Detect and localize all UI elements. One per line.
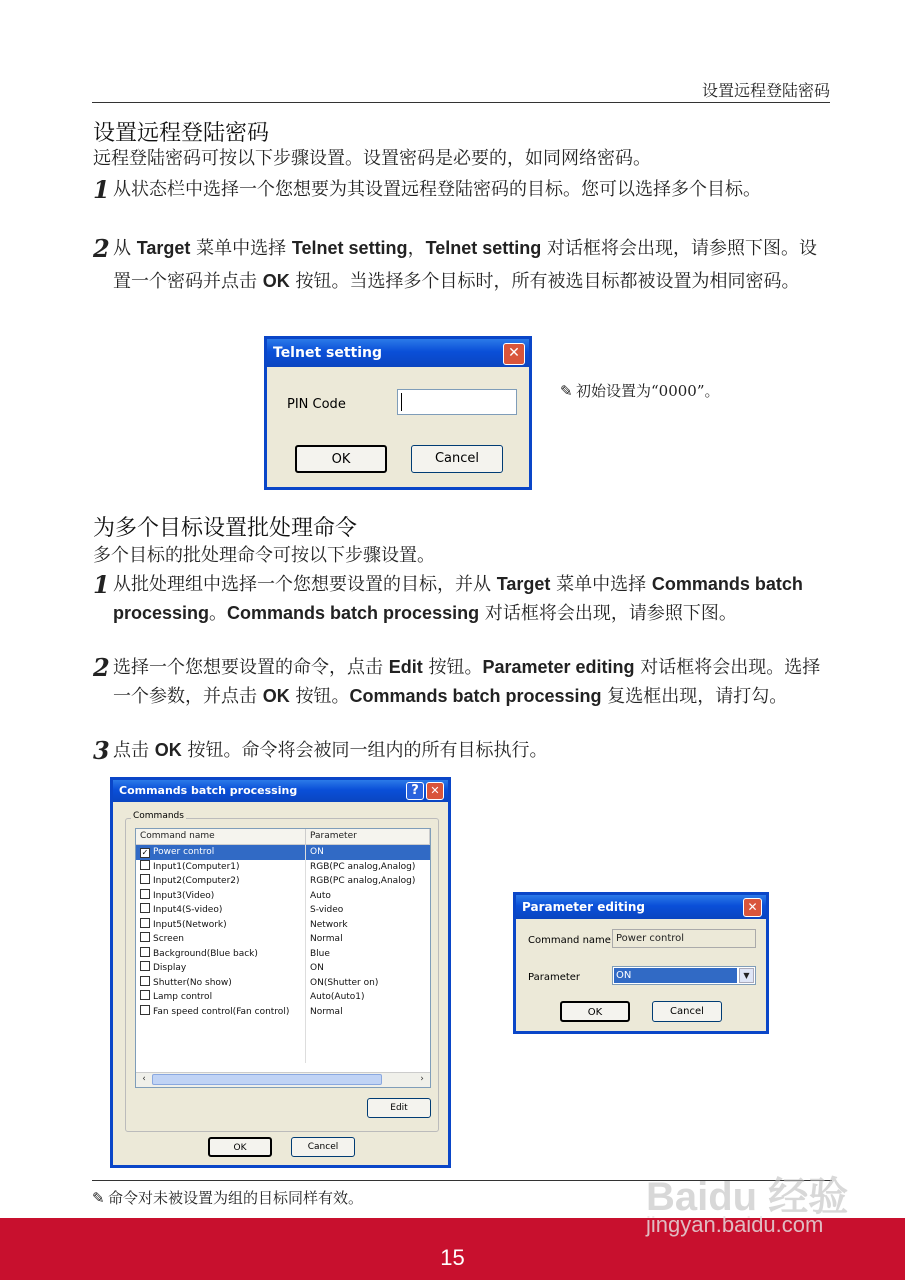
row-checkbox[interactable] — [140, 874, 150, 884]
table-row[interactable] — [136, 961, 430, 976]
section2-intro: 多个目标的批处理命令可按以下步骤设置。 — [93, 545, 435, 566]
command-name: Input2(Computer2) — [153, 876, 240, 886]
row-checkbox[interactable] — [140, 932, 150, 942]
section2-step-1: 1 从批处理组中选择一个您想要设置的目标，并从 Target 菜单中选择 Commands batch processing。Commands batch processing 对话框将会出现，请参照下图。 — [93, 570, 803, 624]
telnet-setting-dialog — [264, 336, 532, 490]
command-name: Input4(S-video) — [153, 905, 223, 915]
dialog-title-bar: Telnet setting ✕ — [267, 339, 529, 367]
table-row[interactable] — [136, 845, 430, 860]
commands-batch-dialog — [110, 777, 451, 1168]
empty-row — [136, 1048, 430, 1063]
list-header — [136, 829, 430, 845]
command-parameter: Blue — [310, 948, 330, 959]
scrollbar-thumb[interactable] — [152, 1074, 382, 1085]
watermark-url: jingyan.baidu.com — [646, 1212, 824, 1237]
ok-button[interactable]: OK — [208, 1137, 272, 1157]
text-cursor — [401, 393, 402, 411]
command-name: Shutter(No show) — [153, 977, 232, 988]
step-number: 1 — [93, 175, 110, 204]
pin-code-label: PIN Code — [287, 397, 346, 412]
command-name: Screen — [153, 934, 184, 944]
ok-button[interactable]: OK — [560, 1001, 630, 1022]
command-name: Background(Blue back) — [153, 948, 258, 959]
row-checkbox[interactable] — [140, 976, 150, 986]
close-icon[interactable]: ✕ — [503, 343, 525, 365]
close-icon[interactable]: ✕ — [426, 782, 444, 800]
parameter-label: Parameter — [528, 972, 581, 983]
table-row[interactable] — [136, 918, 430, 933]
empty-row — [136, 1034, 430, 1049]
help-icon[interactable]: ? — [406, 782, 424, 800]
table-row[interactable] — [136, 889, 430, 904]
step-number: 1 — [93, 570, 110, 599]
command-name: Fan speed control(Fan control) — [153, 1006, 290, 1017]
command-parameter: S-video — [310, 905, 344, 915]
empty-row — [136, 1019, 430, 1034]
command-parameter: Normal — [310, 1006, 343, 1017]
table-row[interactable] — [136, 903, 430, 918]
row-checkbox[interactable] — [140, 889, 150, 899]
command-name: Display — [153, 963, 187, 973]
command-parameter: Normal — [310, 934, 343, 944]
command-parameter: Network — [310, 919, 348, 930]
command-parameter: RGB(PC analog,Analog) — [310, 861, 416, 872]
command-parameter: ON — [310, 847, 324, 857]
command-name: Lamp control — [153, 992, 213, 1002]
command-parameter: ON(Shutter on) — [310, 977, 379, 988]
pencil-icon: ✎ — [92, 1189, 105, 1207]
command-name-label: Command name — [528, 935, 611, 946]
command-name: Input5(Network) — [153, 919, 227, 930]
dialog-title-bar: Commands batch processing ? ✕ — [113, 780, 448, 802]
row-checkbox[interactable] — [140, 1005, 150, 1015]
horizontal-scrollbar[interactable] — [136, 1072, 430, 1087]
column-header-command[interactable]: Command name — [136, 829, 306, 844]
row-checkbox[interactable]: ✓ — [141, 848, 149, 857]
cancel-button[interactable]: Cancel — [411, 445, 503, 473]
note-batch: ✎ 命令对未被设置为组的目标同样有效。 — [92, 1189, 364, 1207]
command-parameter: Auto(Auto1) — [310, 992, 365, 1002]
parameter-editing-dialog — [513, 892, 769, 1034]
section2-step-2: 2 选择一个您想要设置的命令，点击 Edit 按钮。Parameter editing 对话框将会出现。选择一个参数，并点击 OK 按钮。Commands batch processing 复选框出现，请打勾。 — [93, 653, 821, 707]
command-name: Power control — [153, 847, 215, 857]
pencil-icon: ✎ — [560, 382, 573, 400]
section1-intro: 远程登陆密码可按以下步骤设置。设置密码是必要的，如同网络密码。 — [93, 148, 651, 169]
command-parameter: ON — [310, 963, 324, 973]
close-icon[interactable]: ✕ — [743, 898, 762, 917]
parameter-select[interactable] — [612, 966, 756, 985]
table-row[interactable] — [136, 947, 430, 962]
edit-button[interactable]: Edit — [367, 1098, 431, 1118]
scroll-right-icon[interactable]: › — [420, 1074, 424, 1084]
step-number: 3 — [93, 736, 110, 765]
running-header: 设置远程登陆密码 — [92, 78, 830, 103]
step-number: 2 — [93, 234, 110, 263]
section2-step-3: 3 点击 OK 按钮。命令将会被同一组内的所有目标执行。 — [93, 736, 548, 765]
column-header-parameter[interactable]: Parameter — [306, 829, 430, 844]
row-checkbox[interactable] — [140, 961, 150, 971]
table-row[interactable] — [136, 874, 430, 889]
row-checkbox[interactable] — [140, 990, 150, 1000]
step-number: 2 — [93, 653, 110, 682]
row-checkbox[interactable] — [140, 947, 150, 957]
command-parameter: Auto — [310, 890, 331, 901]
section1-step-1: 1 从状态栏中选择一个您想要为其设置远程登陆密码的目标。您可以选择多个目标。 — [93, 175, 761, 204]
ok-button[interactable]: OK — [295, 445, 387, 473]
row-checkbox[interactable] — [140, 918, 150, 928]
parameter-selected-value: ON — [614, 968, 737, 983]
dialog-title-bar: Parameter editing ✕ — [516, 895, 766, 919]
page-number: 15 — [440, 1245, 465, 1270]
section-title-batch: 为多个目标设置批处理命令 — [93, 516, 358, 541]
table-row[interactable] — [136, 1005, 430, 1020]
command-name-field: Power control — [612, 929, 756, 948]
table-row[interactable] — [136, 932, 430, 947]
note-initial-setting: ✎ 初始设置为“0000”。 — [560, 382, 720, 400]
table-row[interactable] — [136, 990, 430, 1005]
section-title-telnet: 设置远程登陆密码 — [93, 121, 270, 146]
pin-code-input[interactable] — [397, 389, 517, 415]
list-rows — [136, 845, 430, 1063]
cancel-button[interactable]: Cancel — [291, 1137, 355, 1157]
row-checkbox[interactable] — [140, 860, 150, 870]
watermark-logo: Baidu 经验 — [646, 1175, 849, 1219]
commands-list[interactable] — [135, 828, 431, 1088]
table-row[interactable] — [136, 860, 430, 875]
row-checkbox[interactable] — [140, 903, 150, 913]
commands-group-label: Commands — [133, 811, 184, 821]
command-name: Input1(Computer1) — [153, 861, 240, 872]
command-name: Input3(Video) — [153, 890, 215, 901]
section1-step-2: 2 从 Target 菜单中选择 Telnet setting，Telnet setting 对话框将会出现，请参照下图。设置一个密码并点击 OK 按钮。当选择多个目标时，所有被选目标都被设置为相同密码。 — [93, 234, 817, 292]
cancel-button[interactable]: Cancel — [652, 1001, 722, 1022]
command-parameter: RGB(PC analog,Analog) — [310, 876, 416, 886]
scroll-left-icon[interactable]: ‹ — [142, 1074, 146, 1084]
table-row[interactable] — [136, 976, 430, 991]
chevron-down-icon[interactable]: ▼ — [739, 968, 754, 983]
